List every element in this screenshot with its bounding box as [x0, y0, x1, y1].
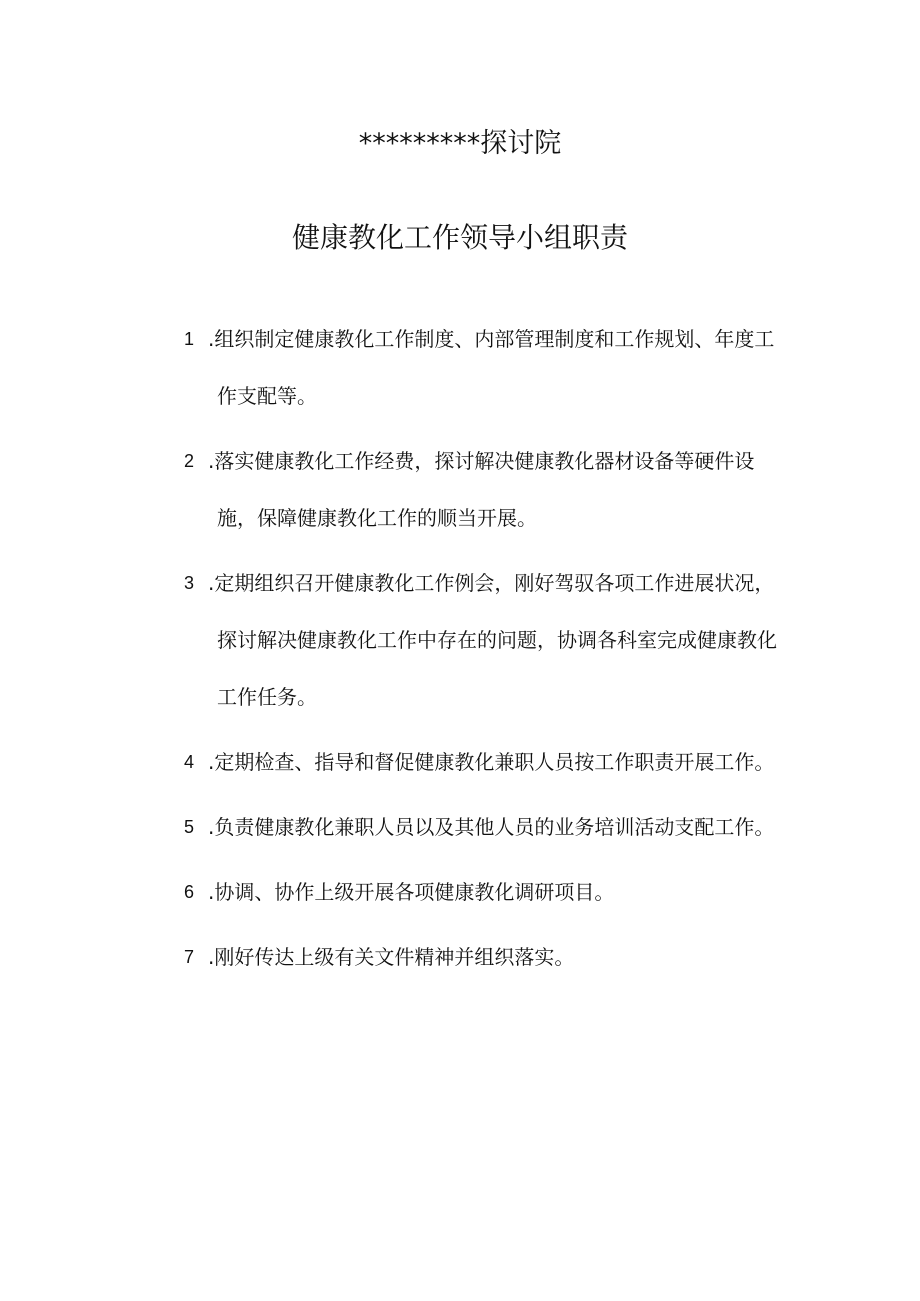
duty-text: .刚好传达上级有关文件精神并组织落实。	[208, 945, 575, 969]
duty-text: .定期组织召开健康教化工作例会，刚好驾驭各项工作进展状况，探讨解决健康教化工作中存在的问题，协调各科室完成健康教化工作任务。	[208, 571, 777, 709]
duty-item-5	[184, 799, 784, 856]
duty-number: 7	[184, 947, 195, 967]
duty-text: .定期检查、指导和督促健康教化兼职人员按工作职责开展工作。	[208, 750, 775, 774]
duty-text: .落实健康教化工作经费，探讨解决健康教化器材设备等硬件设施，保障健康教化工作的顺当开展。	[208, 449, 755, 530]
organization-title: *********探讨院	[358, 128, 562, 159]
duty-number: 1	[184, 329, 195, 349]
duty-item-2	[184, 433, 784, 547]
duty-number: 4	[184, 752, 195, 772]
duty-item-4	[184, 734, 784, 791]
duty-number: 3	[184, 573, 195, 593]
duty-list	[184, 311, 784, 994]
duty-item-1	[184, 311, 784, 425]
duty-item-7	[184, 929, 784, 986]
duty-text: .组织制定健康教化工作制度、内部管理制度和工作规划、年度工作支配等。	[208, 327, 775, 408]
duty-number: 2	[184, 451, 195, 471]
duty-item-6	[184, 864, 784, 921]
duty-number: 5	[184, 817, 195, 837]
duty-item-3	[184, 555, 784, 726]
document-title: 健康教化工作领导小组职责	[291, 221, 628, 254]
duty-number: 6	[184, 882, 195, 902]
duty-text: .协调、协作上级开展各项健康教化调研项目。	[208, 880, 615, 904]
duty-text: .负责健康教化兼职人员以及其他人员的业务培训活动支配工作。	[208, 815, 775, 839]
